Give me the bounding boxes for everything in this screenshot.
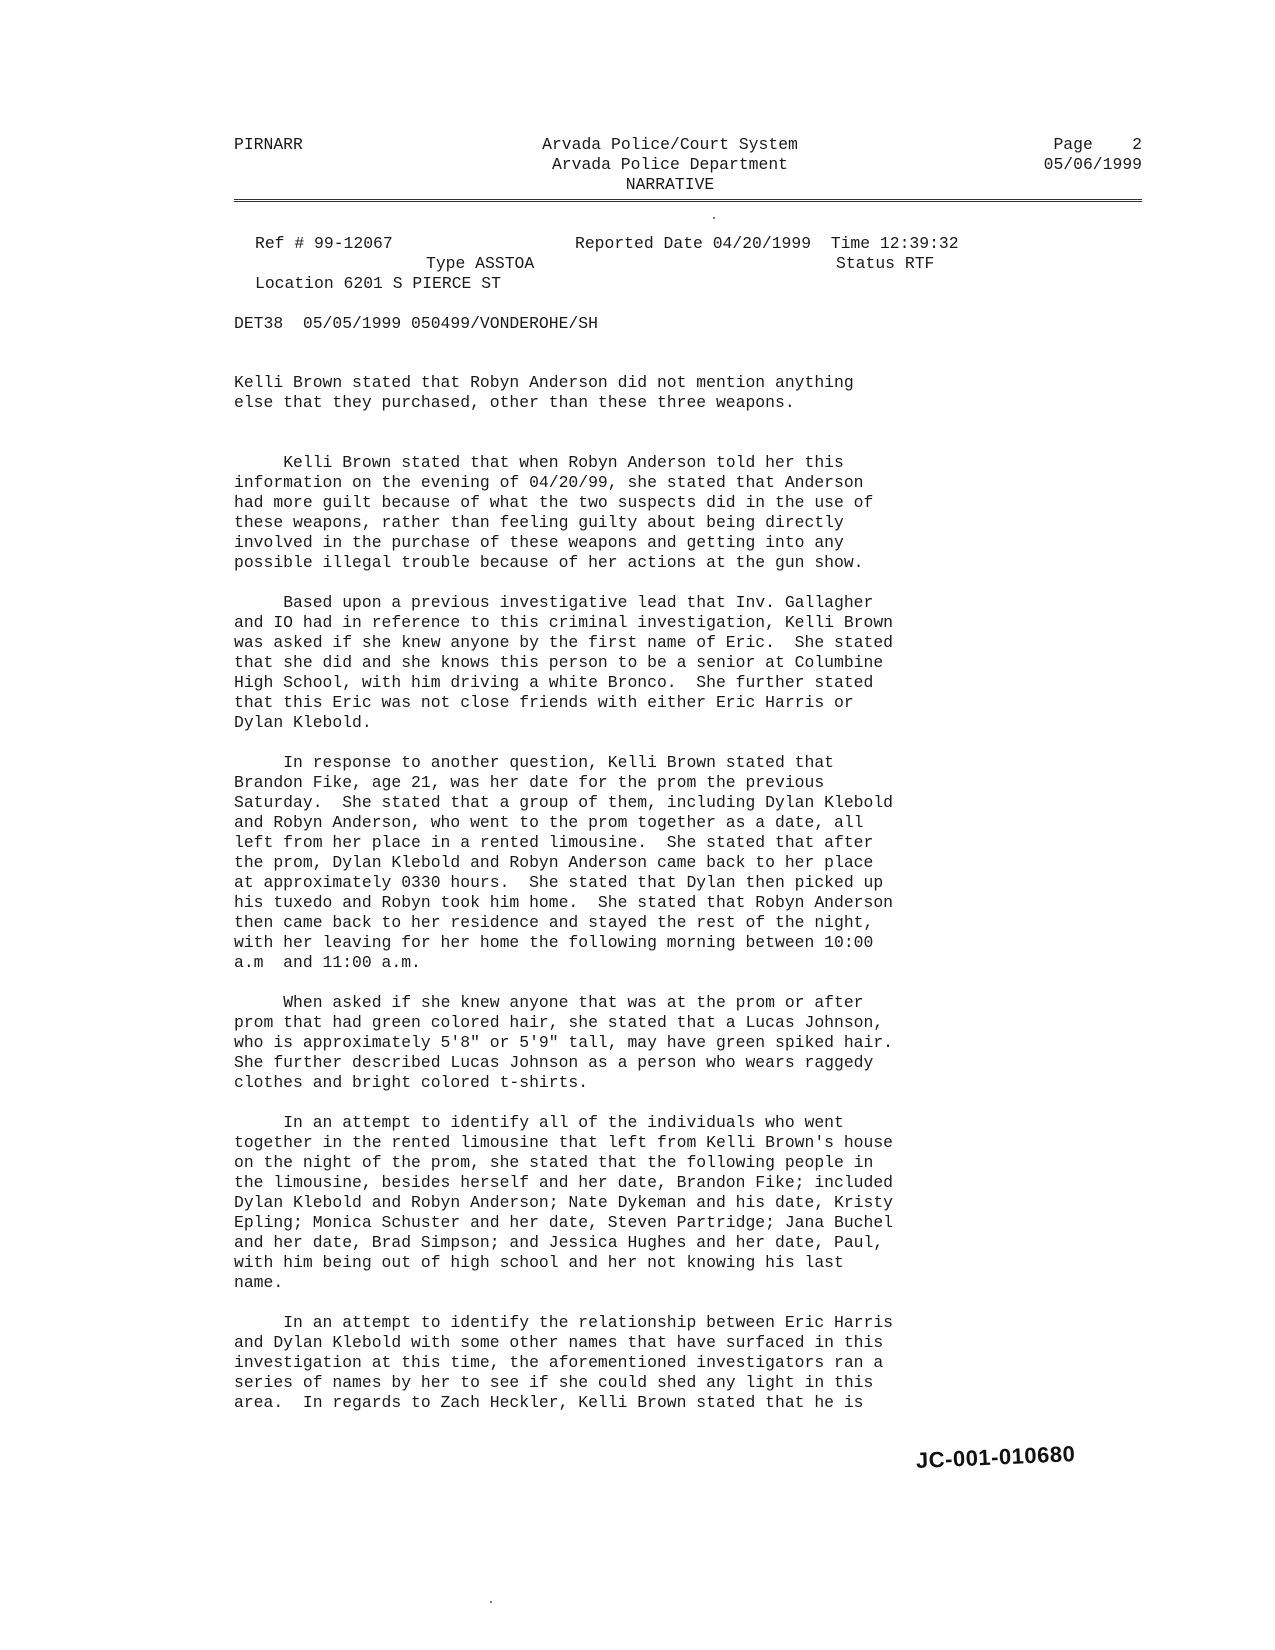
- bates-stamp: JC-001-010680: [915, 1441, 1076, 1473]
- narrative-paragraph: Based upon a previous investigative lead that Inv. Gallagher and IO had in reference to this criminal investigation, Kelli Brown was asked if she knew anyone by the first name of Eric. She stated that she did and she knows this person to be a senior at Columbine High School, with him driving a white Bronco. She further stated that this Eric was not close friends with either Eric Harris or Dylan Klebold.: [234, 593, 894, 732]
- case-type: Type ASSTOA: [426, 254, 535, 273]
- print-date: 05/06/1999: [1043, 155, 1142, 174]
- scan-speck: [490, 1601, 492, 1603]
- page-number: Page 2: [1053, 135, 1142, 154]
- department-name: Arvada Police Department: [551, 155, 789, 174]
- narrative-paragraph: In an attempt to identify all of the individuals who went together in the rented limousine that left from Kelli Brown's house on the night of the prom, she stated that the following people in the limousine, besides herself and her date, Brandon Fike; included Dylan Klebold and Robyn Anderson; Nate Dykeman and his date, Kristy Epling; Monica Schuster and her date, Steven Partridge; Jana Buchel and her date, Brad Simpson; and Jessica Hughes and her date, Paul, with him being out of high school and her not knowing his last name.: [234, 1113, 894, 1292]
- case-ref: Ref # 99-12067: [255, 234, 393, 253]
- narrative-paragraph: Kelli Brown stated that Robyn Anderson did not mention anything else that they purchased, other than these three weapons.: [234, 373, 854, 412]
- section-title: NARRATIVE: [625, 175, 715, 194]
- case-location: Location 6201 S PIERCE ST: [255, 274, 501, 293]
- narrative-body: [234, 373, 1114, 1433]
- system-name: Arvada Police/Court System: [542, 135, 798, 154]
- scan-speck: [713, 217, 715, 219]
- narrative-paragraph: Kelli Brown stated that when Robyn Anderson told her this information on the evening of 04/20/99, she stated that Anderson had more guilt because of what the two suspects did in the use of these weapons, rather than feeling guilty about being directly involved in the purchase of these weapons and getting into any possible illegal trouble because of her actions at the gun show.: [234, 453, 874, 572]
- reported-date-time: Reported Date 04/20/1999 Time 12:39:32: [575, 234, 959, 253]
- case-status: Status RTF: [836, 254, 935, 273]
- narrative-paragraph: In an attempt to identify the relationship between Eric Harris and Dylan Klebold with some other names that have surfaced in this investigation at this time, the aforementioned investigators ran a series of names by her to see if she could shed any light in this area. In regards to Zach Heckler, Kelli Brown stated that he is: [234, 1313, 894, 1412]
- narrative-paragraph: In response to another question, Kelli Brown stated that Brandon Fike, age 21, was her date for the prom the previous Saturday. She stated that a group of them, including Dylan Klebold and Robyn Anderson, who went to the prom together as a date, all left from her place in a rented limousine. She stated that after the prom, Dylan Klebold and Robyn Anderson came back to her place at approximately 0330 hours. She stated that Dylan then picked up his tuxedo and Robyn took him home. She stated that Robyn Anderson then came back to her residence and stayed the rest of the night, with her leaving for her home the following morning between 10:00 a.m and 11:00 a.m.: [234, 753, 894, 972]
- report-code: PIRNARR: [234, 135, 303, 154]
- narrative-paragraph: When asked if she knew anyone that was at the prom or after prom that had green colored hair, she stated that a Lucas Johnson, who is approximately 5'8" or 5'9" tall, may have green spiked hair. She further described Lucas Johnson as a person who wears raggedy clothes and bright colored t-shirts.: [234, 993, 894, 1092]
- entry-line: DET38 05/05/1999 050499/VONDEROHE/SH: [234, 314, 598, 333]
- header-divider: [234, 199, 1142, 202]
